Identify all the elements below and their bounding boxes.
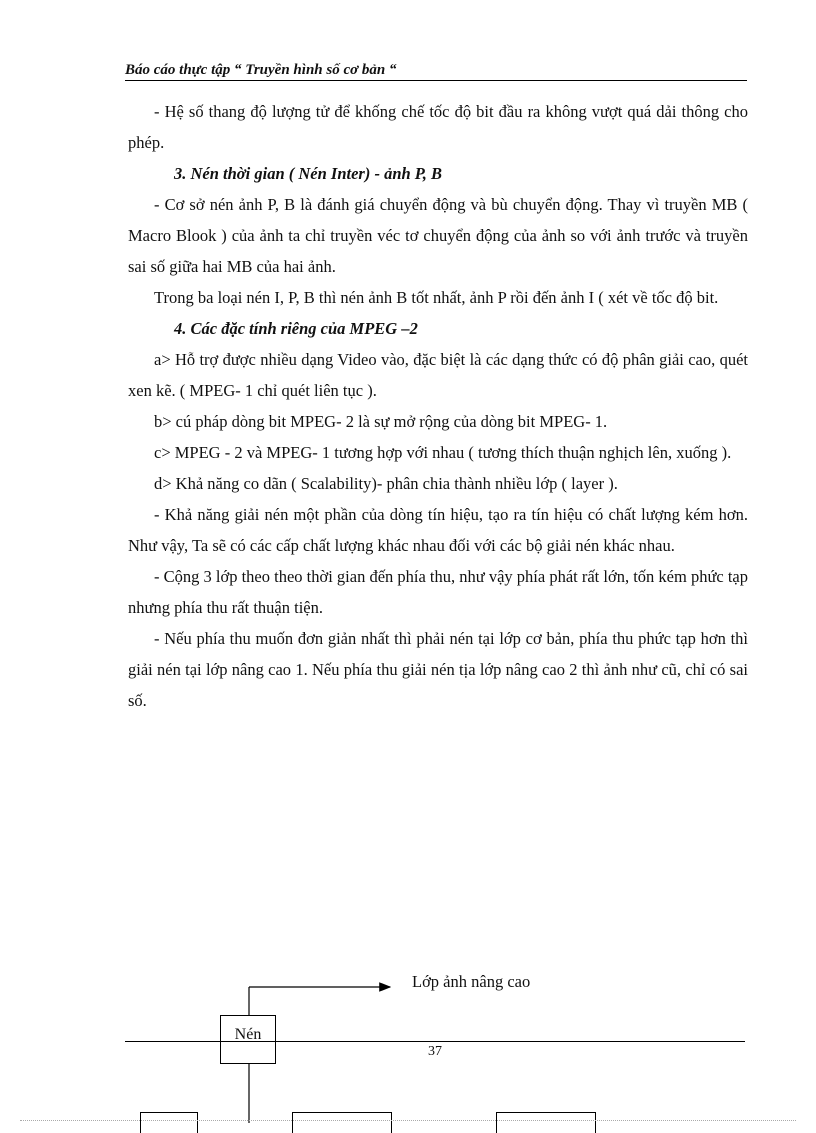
paragraph: - Nếu phía thu muốn đơn giản nhất thì phải nén tại lớp cơ bản, phía thu phức tạp hơn thì giải nén tại lớp nâng cao 1. Nếu phía thu giải nén tịa lớp nâng cao 2 thì ảnh như cũ, chỉ có sai số. xyxy=(128,629,748,710)
paragraph: a> Hỗ trợ được nhiều dạng Video vào, đặc biệt là các dạng thức có độ phân giải cao, quét xen kẽ. ( MPEG- 1 chỉ quét liên tục ). xyxy=(128,350,748,400)
paragraph: - Cộng 3 lớp theo theo thời gian đến phía thu, như vậy phía phát rất lớn, tốn kém phức tạp nhưng phía thu rất thuận tiện. xyxy=(128,567,748,617)
section-heading: 4. Các đặc tính riêng của MPEG –2 xyxy=(174,319,418,338)
paragraph: d> Khả năng co dãn ( Scalability)- phân chia thành nhiều lớp ( layer ). xyxy=(154,474,618,493)
header-title: Báo cáo thực tập “ Truyền hình số cơ bản “ xyxy=(125,62,397,78)
page-number: 37 xyxy=(428,1044,442,1059)
enhanced-layer-label: Lớp ảnh nâng cao xyxy=(412,972,531,991)
paragraph: - Khả năng giải nén một phần của dòng tín hiệu, tạo ra tín hiệu có chất lượng kém hơn. Như vậy, Ta sẽ có các cấp chất lượng khác nhau đối với các bộ giải nén khác nhau. xyxy=(128,505,748,555)
paragraph: - Hệ số thang độ lượng tử để khống chế tốc độ bit đầu ra không vượt quá dải thông cho phép. xyxy=(128,102,748,152)
footer-rule xyxy=(125,1041,745,1042)
paragraph: c> MPEG - 2 và MPEG- 1 tương hợp với nhau ( tương thích thuận nghịch lên, xuống ). xyxy=(154,443,732,462)
page-edge-dotted-line xyxy=(20,1120,796,1121)
paragraph: b> cú pháp dòng bit MPEG- 2 là sự mở rộng của dòng bit MPEG- 1. xyxy=(154,412,608,431)
compress-box xyxy=(220,1015,276,1064)
paragraph: - Cơ sở nén ảnh P, B là đánh giá chuyển động và bù chuyển động. Thay vì truyền MB ( Macro Blook ) của ảnh ta chỉ truyền véc tơ chuyển động của ảnh so với ảnh trước và truyền sai số giữa hai MB của hai ảnh. xyxy=(128,195,748,276)
compress-box-label: Nén xyxy=(234,1026,262,1043)
section-heading: 3. Nén thời gian ( Nén Inter) - ảnh P, B xyxy=(174,164,443,183)
paragraph: Trong ba loại nén I, P, B thì nén ảnh B tốt nhất, ảnh P rồi đến ảnh I ( xét về tốc độ bit. xyxy=(154,288,719,307)
